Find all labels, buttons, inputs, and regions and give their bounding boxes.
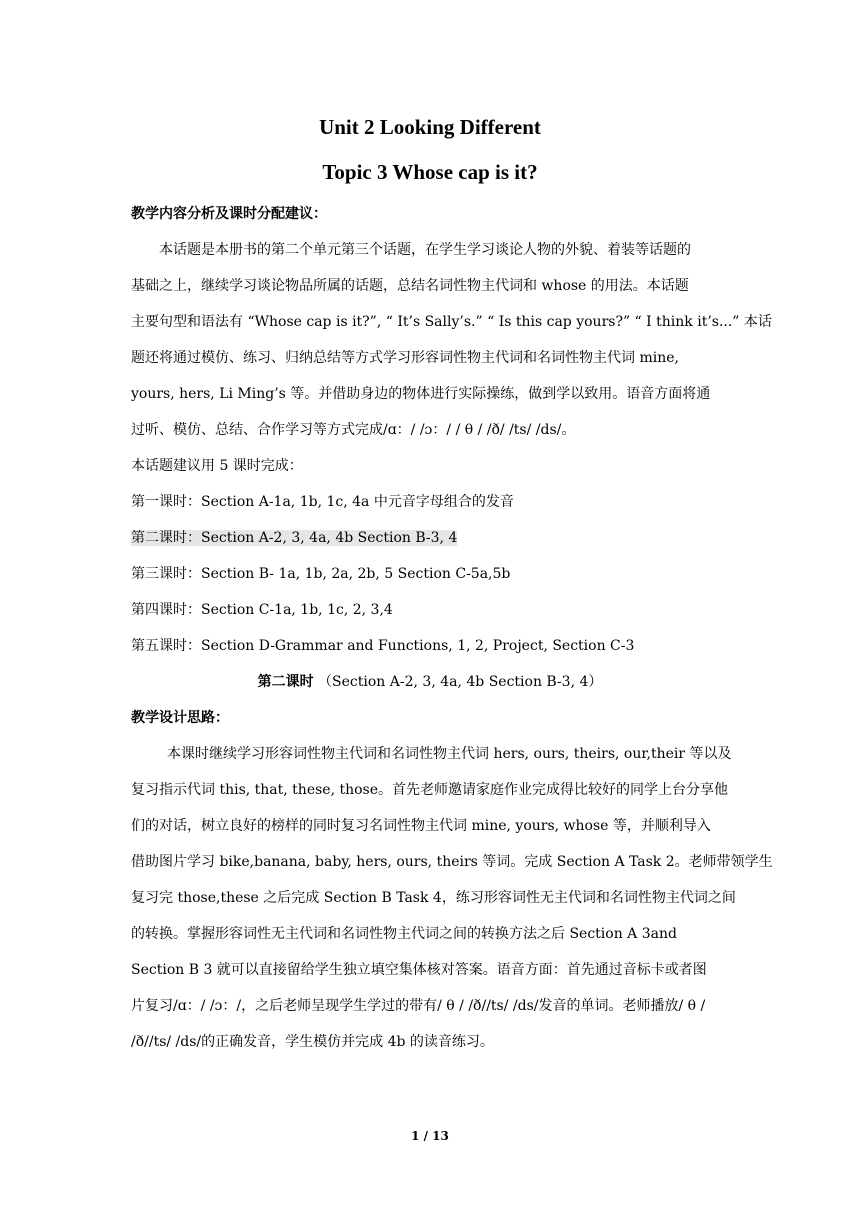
section-heading-content-analysis: 教学内容分析及课时分配建议： xyxy=(131,206,327,222)
lesson-item: 第四课时：Section C-1a, 1b, 1c, 2, 3,4 xyxy=(131,602,393,618)
paragraph-line: 题还将通过模仿、练习、归纳总结等方式学习形容词性物主代词和名词性物主代词 mine, xyxy=(131,350,679,366)
section-heading-design: 教学设计思路： xyxy=(131,710,229,726)
paragraph-line: Section B 3 就可以直接留给学生独立填空集体核对答案。语音方面：首先通过音标卡或者图 xyxy=(131,962,707,978)
paragraph-line: 片复习/ɑ：/ /ɔ：/，之后老师呈现学生学过的带有/ θ / /ð//ts/ /ds/发音的单词。老师播放/ θ / xyxy=(131,998,706,1014)
lesson-item: 第三课时：Section B- 1a, 1b, 2a, 2b, 5 Section C-5a,5b xyxy=(131,566,511,582)
topic-title: Topic 3 Whose cap is it? xyxy=(322,160,538,184)
paragraph-line: yours, hers, Li Ming’s 等。并借助身边的物体进行实际操练，做到学以致用。语音方面将通 xyxy=(131,386,711,402)
paragraph-line: 过听、模仿、总结、合作学习等方式完成/ɑ：/ /ɔ：/ / θ / /ð/ /ts/ /ds/。 xyxy=(131,422,576,438)
lesson-title-sections: （Section A-2, 3, 4a, 4b Section B-3, 4） xyxy=(313,674,603,690)
lesson-item: 第一课时：Section A-1a, 1b, 1c, 4a 中元音字母组合的发音 xyxy=(131,494,514,510)
paragraph-line: 基础之上，继续学习谈论物品所属的话题，总结名词性物主代词和 whose 的用法。本话题 xyxy=(131,278,689,294)
unit-title: Unit 2 Looking Different xyxy=(319,115,541,139)
paragraph-line: 复习指示代词 this, that, these, those。首先老师邀请家庭作业完成得比较好的同学上台分享他 xyxy=(131,782,729,798)
page-number: 1 / 13 xyxy=(411,1129,449,1143)
paragraph-line: 们的对话，树立良好的榜样的同时复习名词性物主代词 mine, yours, whose 等，并顺利导入 xyxy=(131,818,711,834)
paragraph-line: 的转换。掌握形容词性无主代词和名词性物主代词之间的转换方法之后 Section A 3and xyxy=(131,926,677,942)
paragraph-line: /ð//ts/ /ds/的正确发音，学生模仿并完成 4b 的读音练习。 xyxy=(131,1034,494,1050)
paragraph-line: 本课时继续学习形容词性物主代词和名词性物主代词 hers, ours, theirs, our,their 等以及 xyxy=(167,746,732,762)
lesson-item-highlighted xyxy=(131,529,457,547)
lesson-item: 第五课时：Section D-Grammar and Functions, 1, 2, Project, Section C-3 xyxy=(131,638,635,654)
plan-intro: 本话题建议用 5 课时完成： xyxy=(131,458,303,474)
lesson-title xyxy=(0,673,860,691)
lesson-title-label: 第二课时 xyxy=(257,674,314,690)
paragraph-line: 复习完 those,these 之后完成 Section B Task 4，练习形容词性无主代词和名词性物主代词之间 xyxy=(131,890,736,906)
paragraph-line: 借助图片学习 bike,banana, baby, hers, ours, theirs 等词。完成 Section A Task 2。老师带领学生 xyxy=(131,854,773,870)
highlighted-text: 第二课时：Section A-2, 3, 4a, 4b Section B-3, 4 xyxy=(131,530,458,546)
paragraph-line: 主要句型和语法有 “Whose cap is it?”, “ It’s Sally’s.” “ Is this cap yours?” “ I think it’s...” 本话 xyxy=(131,314,772,330)
paragraph-line: 本话题是本册书的第二个单元第三个话题，在学生学习谈论人物的外貌、着装等话题的 xyxy=(159,242,691,258)
